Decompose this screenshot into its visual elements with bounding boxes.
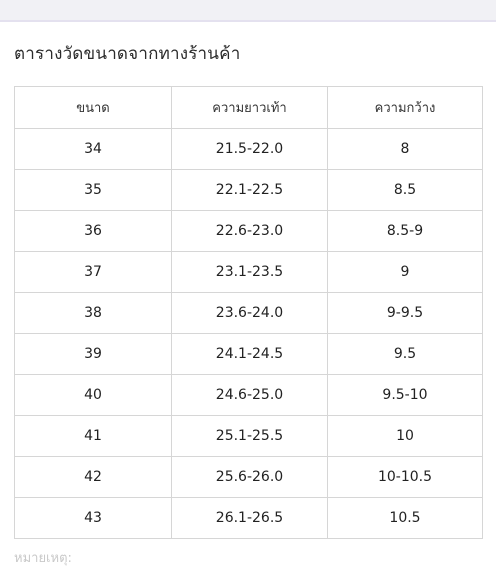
- table-row: [15, 293, 483, 334]
- cell-size: 40: [15, 375, 172, 416]
- cell-foot-length: 22.6-23.0: [172, 211, 328, 252]
- table-row: [15, 334, 483, 375]
- cell-width: 9: [328, 252, 483, 293]
- cell-width: 10-10.5: [328, 457, 483, 498]
- table-row: [15, 498, 483, 539]
- cell-foot-length: 22.1-22.5: [172, 170, 328, 211]
- cell-width: 10: [328, 416, 483, 457]
- cell-width: 9.5-10: [328, 375, 483, 416]
- header-size: ขนาด: [15, 87, 172, 129]
- table-row: [15, 252, 483, 293]
- top-strip: [0, 0, 496, 22]
- cell-size: 43: [15, 498, 172, 539]
- header-width: ความกว้าง: [328, 87, 483, 129]
- cell-foot-length: 24.1-24.5: [172, 334, 328, 375]
- cell-size: 37: [15, 252, 172, 293]
- cell-foot-length: 25.1-25.5: [172, 416, 328, 457]
- header-foot-length: ความยาวเท้า: [172, 87, 328, 129]
- cell-foot-length: 23.6-24.0: [172, 293, 328, 334]
- table-row: [15, 457, 483, 498]
- table-row: [15, 416, 483, 457]
- cell-width: 9.5: [328, 334, 483, 375]
- cell-foot-length: 23.1-23.5: [172, 252, 328, 293]
- table-row: [15, 170, 483, 211]
- cell-foot-length: 25.6-26.0: [172, 457, 328, 498]
- cell-size: 39: [15, 334, 172, 375]
- cell-foot-length: 24.6-25.0: [172, 375, 328, 416]
- cell-size: 35: [15, 170, 172, 211]
- cell-width: 10.5: [328, 498, 483, 539]
- cell-foot-length: 26.1-26.5: [172, 498, 328, 539]
- note-label: หมายเหตุ:: [14, 551, 72, 566]
- cell-width: 9-9.5: [328, 293, 483, 334]
- table-row: [15, 211, 483, 252]
- cell-size: 38: [15, 293, 172, 334]
- cell-width: 8.5-9: [328, 211, 483, 252]
- table-row: [15, 375, 483, 416]
- cell-width: 8.5: [328, 170, 483, 211]
- cell-size: 34: [15, 129, 172, 170]
- table-row: [15, 129, 483, 170]
- page-title: ตารางวัดขนาดจากทางร้านค้า: [14, 44, 241, 64]
- cell-width: 8: [328, 129, 483, 170]
- cell-size: 42: [15, 457, 172, 498]
- table-header-row: [15, 87, 483, 129]
- cell-foot-length: 21.5-22.0: [172, 129, 328, 170]
- top-strip-edge: [0, 20, 496, 22]
- cell-size: 36: [15, 211, 172, 252]
- cell-size: 41: [15, 416, 172, 457]
- size-chart-table: [14, 86, 483, 539]
